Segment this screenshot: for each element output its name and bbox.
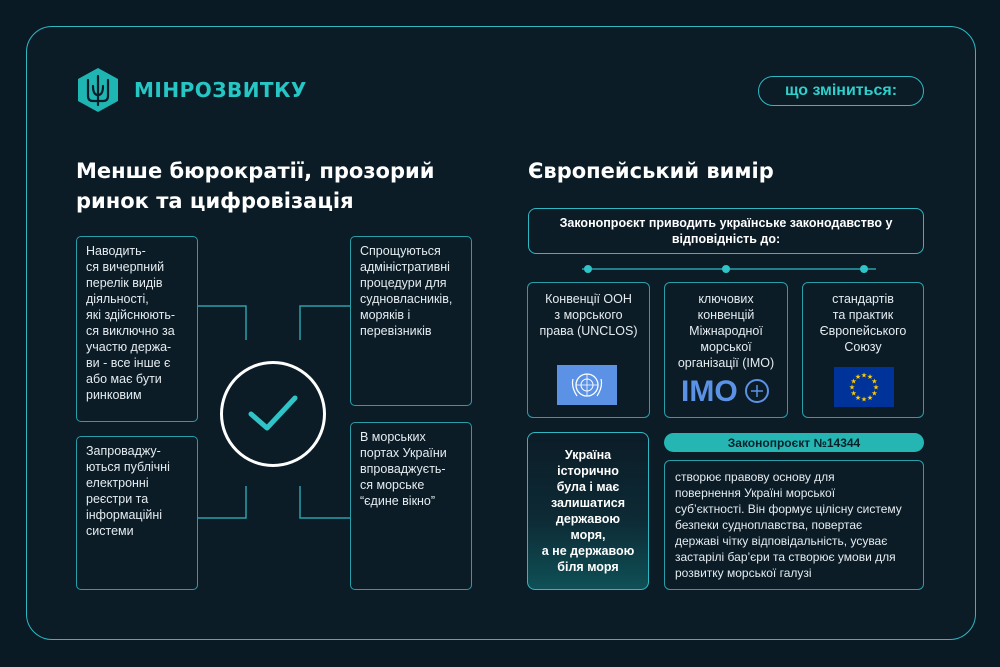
box-line: Спрощуються xyxy=(360,244,441,258)
convention-imo xyxy=(664,282,788,418)
eu-star-icon: ★ xyxy=(871,390,878,398)
box-line: ся морське xyxy=(360,478,425,492)
box-line: процедури для xyxy=(360,276,447,290)
law-line: розвитку морської галузі xyxy=(675,566,812,580)
law-line: безпеки судноплавства, повертає xyxy=(675,518,863,532)
box-line: системи xyxy=(86,524,134,538)
check-circle xyxy=(220,361,326,467)
box-line: участю держа- xyxy=(86,340,172,354)
statement-line: залишатися xyxy=(550,496,626,510)
box-line: діяльності, xyxy=(86,292,149,306)
law-line: державі чітку відповідальність, усуває xyxy=(675,534,888,548)
law-line: повернення Україні морської xyxy=(675,486,836,500)
statement-line: Україна xyxy=(564,448,612,462)
conv-line: права (UNCLOS) xyxy=(539,324,638,338)
checkmark-icon xyxy=(245,390,301,438)
box-line: “єдине вікно” xyxy=(360,494,436,508)
conv-line: морської xyxy=(700,340,752,354)
statement-line: історично xyxy=(557,464,619,478)
bar-line: Законопроєкт приводить українське законодавство у xyxy=(559,216,893,230)
what-changes-pill: що зміниться: xyxy=(758,76,924,106)
box-line: судновласників, xyxy=(360,292,453,306)
box-line: Наводить- xyxy=(86,244,146,258)
left-title-line: Менше бюрократії, прозорий xyxy=(76,159,435,183)
alignment-bar xyxy=(528,208,924,254)
info-box-procedures xyxy=(350,236,472,406)
eu-star-icon: ★ xyxy=(850,378,857,386)
box-line: портах України xyxy=(360,446,447,460)
box-line: ються публічні xyxy=(86,460,170,474)
eu-star-icon: ★ xyxy=(850,390,857,398)
box-line: Запроваджу- xyxy=(86,444,161,458)
law-line: застарілі бар’єри та створює умови для xyxy=(675,550,896,564)
eu-flag-icon xyxy=(834,367,894,407)
eu-star-icon: ★ xyxy=(860,372,868,380)
statement-line: а не державою xyxy=(541,544,635,558)
law-line: створює правову основу для xyxy=(675,470,835,484)
left-title-line: ринок та цифровізація xyxy=(76,189,354,213)
eu-star-icon: ★ xyxy=(872,384,880,392)
box-line: впроваджуєть- xyxy=(360,462,446,476)
bar-line: відповідність до: xyxy=(671,232,781,246)
conv-line: та практик xyxy=(832,308,894,322)
un-flag-icon xyxy=(557,365,617,405)
brand-name: МІНРОЗВИТКУ xyxy=(134,78,307,102)
eu-star-icon: ★ xyxy=(866,374,874,382)
eu-star-icon: ★ xyxy=(854,374,862,382)
eu-star-icon: ★ xyxy=(860,396,868,404)
box-line: інформаційні xyxy=(86,508,163,522)
conv-line: Міжнародної xyxy=(689,324,763,338)
trident-logo-icon xyxy=(76,66,120,114)
statement-line: біля моря xyxy=(557,560,619,574)
imo-logo-text: IMO xyxy=(681,375,738,405)
dot-connector xyxy=(560,262,900,276)
conv-line: Конвенції ООН xyxy=(545,292,632,306)
box-line: моряків і xyxy=(360,308,411,322)
left-title xyxy=(76,156,434,216)
eu-star-icon: ★ xyxy=(871,378,878,386)
box-line: або має бути xyxy=(86,372,162,386)
eu-star-icon: ★ xyxy=(866,394,874,402)
statement-line: державою xyxy=(555,512,621,526)
info-box-single-window xyxy=(350,422,472,590)
box-line: електронні xyxy=(86,476,149,490)
box-line: реєстри та xyxy=(86,492,149,506)
box-line: В морських xyxy=(360,430,426,444)
box-line: ви - все інше є xyxy=(86,356,171,370)
conv-line: з морського xyxy=(554,308,623,322)
conv-line: Європейського xyxy=(819,324,907,338)
eu-star-icon: ★ xyxy=(848,384,856,392)
box-line: перелік видів xyxy=(86,276,163,290)
box-line: перевізників xyxy=(360,324,432,338)
statement-line: моря, xyxy=(570,528,606,542)
statement-line: була і має xyxy=(556,480,620,494)
box-line: ся вичерпний xyxy=(86,260,165,274)
box-line: адміністративні xyxy=(360,260,450,274)
imo-logo-icon xyxy=(679,375,771,405)
right-title: Європейський вимір xyxy=(528,159,774,183)
conv-line: стандартів xyxy=(832,292,894,306)
convention-eu xyxy=(802,282,924,418)
conv-line: організації (IMO) xyxy=(677,356,775,370)
sea-state-statement xyxy=(527,432,649,590)
eu-star-icon: ★ xyxy=(854,394,862,402)
law-description xyxy=(664,460,924,590)
conv-line: конвенцій xyxy=(697,308,755,322)
law-line: суб’єктності. Він формує цілісну систему xyxy=(675,502,902,516)
convention-unclos xyxy=(527,282,650,418)
conv-line: Союзу xyxy=(844,340,882,354)
box-line: які здійснюють- xyxy=(86,308,176,322)
law-title-pill: Законопроєкт №14344 xyxy=(664,433,924,452)
info-box-activities xyxy=(76,236,198,422)
box-line: ся виключно за xyxy=(86,324,175,338)
box-line: ринковим xyxy=(86,388,142,402)
conv-line: ключових xyxy=(698,292,754,306)
info-box-registries xyxy=(76,436,198,590)
